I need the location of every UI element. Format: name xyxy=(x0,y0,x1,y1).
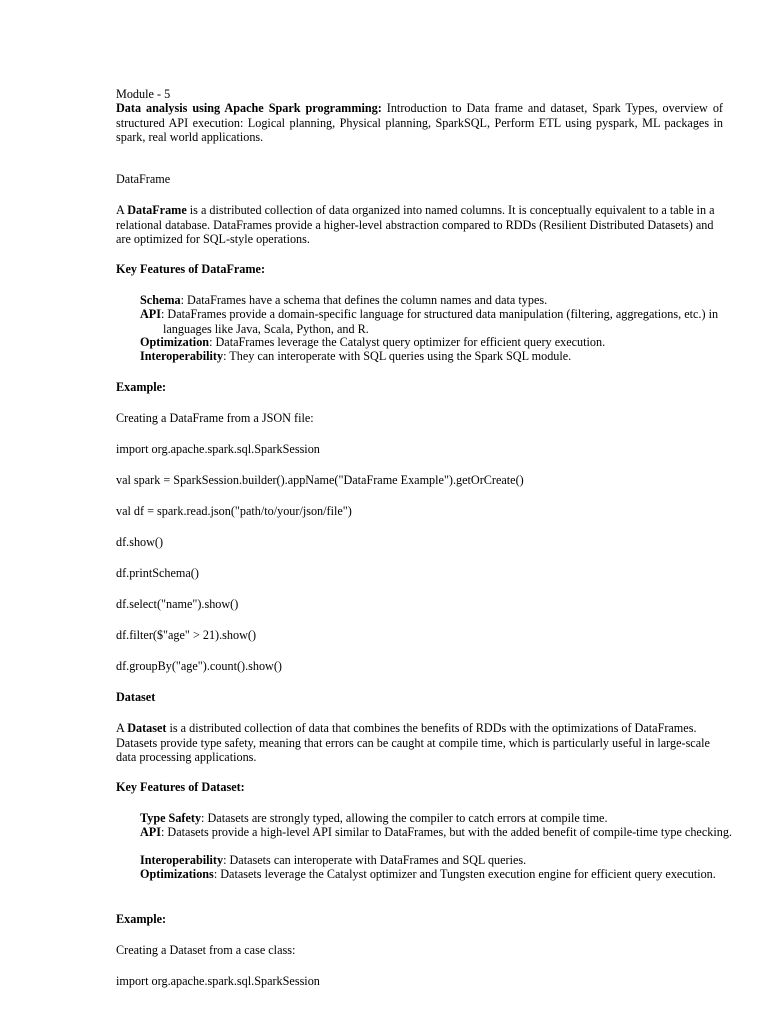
dataframe-feature-item xyxy=(140,335,746,350)
module-title: Data analysis using Apache Spark programming: xyxy=(116,101,382,115)
feature-term: Interoperability xyxy=(140,853,224,867)
module-description: Introduction to Data frame and dataset, Spark Types, overview of structured API execution: Logical planning, Physical planning, SparkSQL, Perform ETL using pyspark, ML packages in spark, real world applications. xyxy=(116,101,723,145)
feature-term: Type Safety xyxy=(140,811,202,825)
dataframe-intro-prefix: A xyxy=(116,203,128,217)
dataframe-intro-term: DataFrame xyxy=(127,203,187,217)
feature-term: API xyxy=(140,825,161,839)
code-line: import org.apache.spark.sql.SparkSession xyxy=(116,442,320,456)
dataset-feature-item xyxy=(140,825,746,840)
code-line: df.groupBy("age").count().show() xyxy=(116,659,282,673)
code-line: df.show() xyxy=(116,535,164,549)
feature-text: : DataFrames have a schema that defines the column names and data types. xyxy=(180,293,548,307)
feature-term: Optimizations xyxy=(140,867,214,881)
dataframe-feature-item xyxy=(140,349,746,364)
feature-text: : Datasets leverage the Catalyst optimizer and Tungsten execution engine for efficient query execution. xyxy=(213,867,716,881)
feature-text: : Datasets provide a high-level API similar to DataFrames, but with the added benefit of compile-time type checking. xyxy=(161,825,732,839)
module-heading: Module - 5 xyxy=(116,87,171,101)
dataset-feature-item xyxy=(140,867,746,882)
dataset-heading: Dataset xyxy=(116,690,156,704)
code-line: val df = spark.read.json("path/to/your/json/file") xyxy=(116,504,352,518)
code-line: df.printSchema() xyxy=(116,566,199,580)
feature-term: Schema xyxy=(140,293,181,307)
dataset-example-heading: Example: xyxy=(116,912,167,926)
dataframe-intro-text: is a distributed collection of data organized into named columns. It is conceptually equivalent to a table in a relational database. DataFrames provide a higher-level abstraction compared to RDDs (Resilient Distributed Datasets) and are optimized for SQL-style operations. xyxy=(116,203,715,247)
code-line: import org.apache.spark.sql.SparkSession xyxy=(116,974,320,988)
feature-text: : Datasets are strongly typed, allowing the compiler to catch errors at compile time. xyxy=(201,811,608,825)
dataframe-example-intro: Creating a DataFrame from a JSON file: xyxy=(116,411,314,425)
dataframe-intro xyxy=(116,203,723,247)
feature-term: Interoperability xyxy=(140,349,224,363)
feature-text: : They can interoperate with SQL queries using the Spark SQL module. xyxy=(223,349,572,363)
code-line: df.filter($"age" > 21).show() xyxy=(116,628,257,642)
feature-text: : DataFrames provide a domain-specific language for structured data manipulation (filtering, aggregations, etc.) in languages like Java, Scala, Python, and R. xyxy=(161,307,719,336)
dataset-intro xyxy=(116,721,723,765)
code-line: df.select("name").show() xyxy=(116,597,239,611)
feature-text: : DataFrames leverage the Catalyst query optimizer for efficient query execution. xyxy=(209,335,606,349)
dataframe-heading: DataFrame xyxy=(116,172,171,186)
feature-text: : Datasets can interoperate with DataFrames and SQL queries. xyxy=(223,853,527,867)
dataset-example-intro: Creating a Dataset from a case class: xyxy=(116,943,296,957)
module-summary xyxy=(116,101,723,145)
dataset-feature-item xyxy=(140,811,746,826)
dataset-intro-text: is a distributed collection of data that combines the benefits of RDDs with the optimizations of DataFrames. Datasets provide type safety, meaning that errors can be caught at compile time, which is particularly useful in large-scale data processing applications. xyxy=(116,721,710,765)
dataset-intro-term: Dataset xyxy=(127,721,167,735)
dataframe-example-heading: Example: xyxy=(116,380,167,394)
dataframe-features-heading: Key Features of DataFrame: xyxy=(116,262,266,276)
dataframe-feature-item xyxy=(140,307,746,336)
feature-term: API xyxy=(140,307,161,321)
dataframe-feature-item xyxy=(140,293,746,308)
dataset-features-heading: Key Features of Dataset: xyxy=(116,780,245,794)
dataset-intro-prefix: A xyxy=(116,721,128,735)
code-line: val spark = SparkSession.builder().appName("DataFrame Example").getOrCreate() xyxy=(116,473,524,487)
feature-term: Optimization xyxy=(140,335,210,349)
dataset-feature-item xyxy=(140,853,746,868)
